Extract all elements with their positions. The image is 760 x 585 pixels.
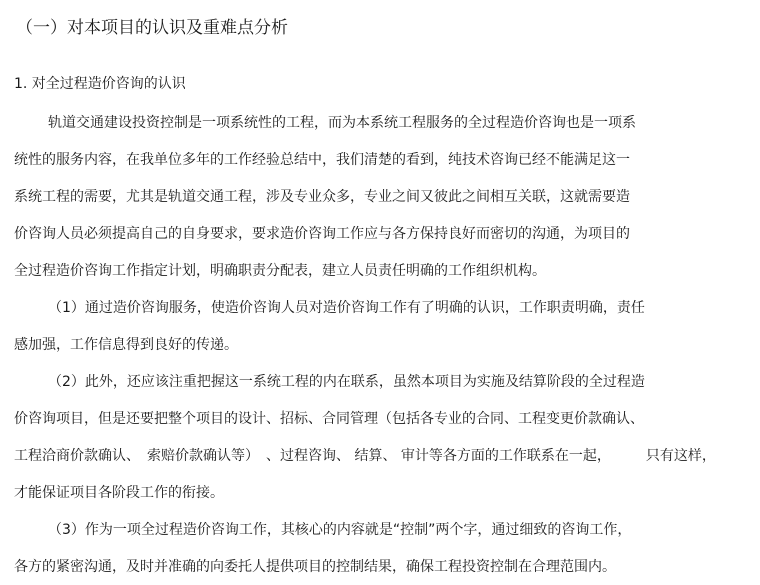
section-heading: （一）对本项目的认识及重难点分析	[16, 18, 288, 38]
text-line: 才能保证项目各阶段工作的衔接。	[14, 485, 224, 501]
text-line: 系统工程的需要，尤其是轨道交通工程，涉及专业众多，专业之间又彼此之间相互关联，这就需要造	[14, 189, 630, 205]
text-line: 工程洽商价款确认、 索赔价款确认等） 、过程咨询、 结算、 审计等各方面的工作联系在一起， 只有这样，	[14, 448, 716, 464]
text-line: （1）通过造价咨询服务，使造价咨询人员对造价咨询工作有了明确的认识，工作职责明确，责任	[48, 300, 645, 316]
text-line: 感加强，工作信息得到良好的传递。	[14, 337, 238, 353]
text-line: 各方的紧密沟通，及时并准确的向委托人提供项目的控制结果，确保工程投资控制在合理范围内。	[14, 559, 616, 575]
text-line: 价咨询项目，但是还要把整个项目的设计、招标、合同管理（包括各专业的合同、工程变更价款确认、	[14, 411, 644, 427]
text-line: 统性的服务内容，在我单位多年的工作经验总结中，我们清楚的看到，纯技术咨询已经不能满足这一	[14, 152, 630, 168]
text-line: 全过程造价咨询工作指定计划，明确职责分配表，建立人员责任明确的工作组织机构。	[14, 263, 546, 279]
text-line: 轨道交通建设投资控制是一项系统性的工程，而为本系统工程服务的全过程造价咨询也是一项系	[48, 115, 636, 131]
text-line: （2）此外，还应该注重把握这一系统工程的内在联系，虽然本项目为实施及结算阶段的全过程造	[48, 374, 645, 390]
subsection-heading: 1. 对全过程造价咨询的认识	[14, 76, 186, 92]
text-line: （3）作为一项全过程造价咨询工作，其核心的内容就是“控制”两个字，通过细致的咨询工作，	[48, 522, 632, 538]
text-line: 价咨询人员必须提高自己的自身要求，要求造价咨询工作应与各方保持良好而密切的沟通，为项目的	[14, 226, 630, 242]
